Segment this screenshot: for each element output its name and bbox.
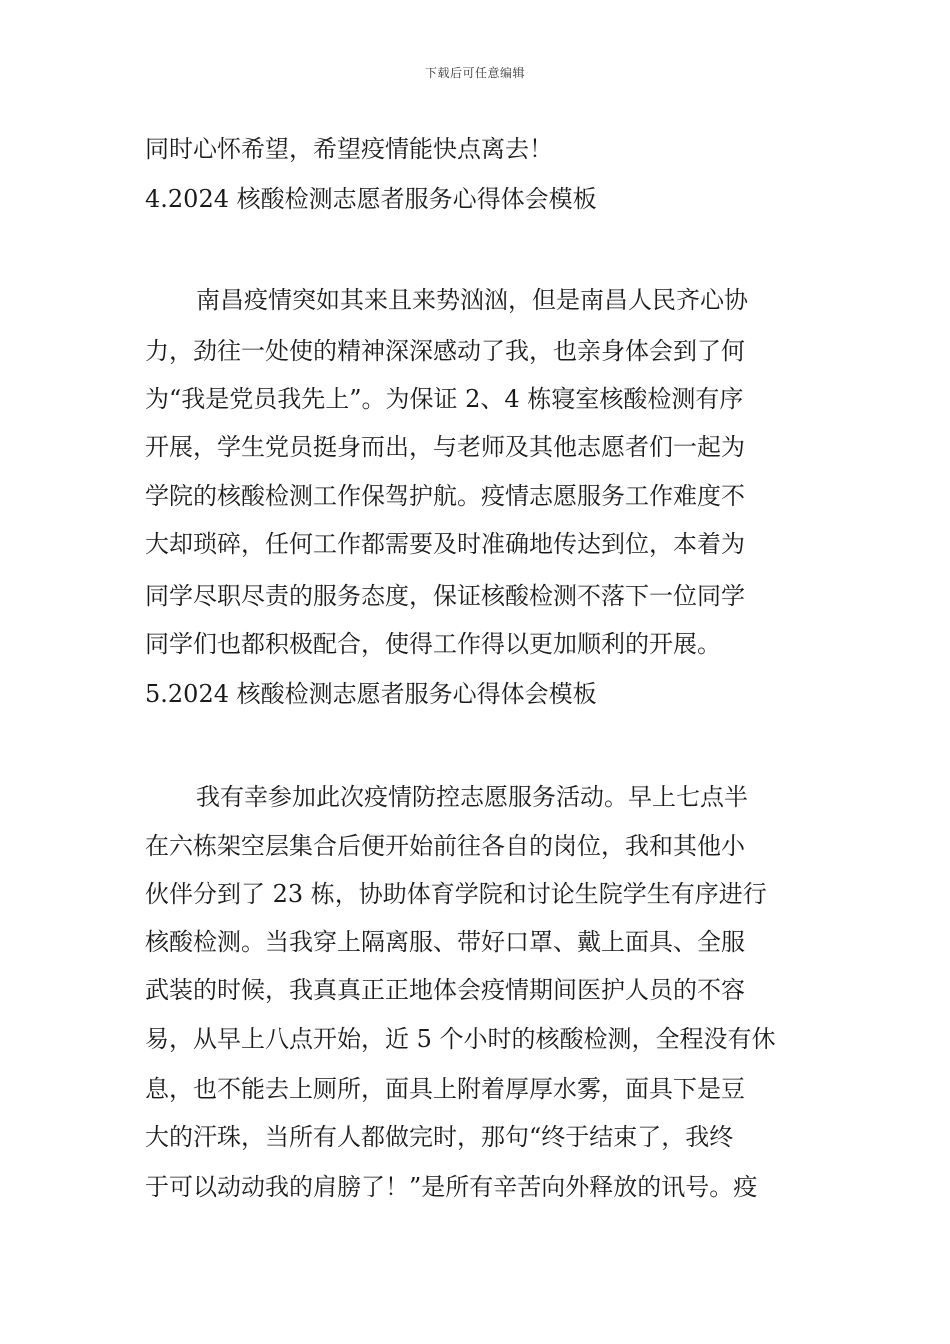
section-title-5: 5.2024 核酸检测志愿者服务心得体会模板: [145, 680, 597, 708]
paragraph-line: 武装的时候，我真真正正地体会疫情期间医护人员的不容: [145, 976, 745, 1004]
paragraph-line: 开展，学生党员挺身而出，与老师及其他志愿者们一起为: [145, 433, 745, 461]
paragraph-line: 我有幸参加此次疫情防控志愿服务活动。早上七点半: [196, 783, 748, 811]
paragraph-line: 于可以动动我的肩膀了！”是所有辛苦向外释放的讯号。疫: [145, 1173, 758, 1201]
paragraph-line: 同学尽职尽责的服务态度，保证核酸检测不落下一位同学: [145, 582, 745, 610]
section-title-4: 4.2024 核酸检测志愿者服务心得体会模板: [145, 185, 597, 213]
paragraph-line: 大的汗珠，当所有人都做完时，那句“终于结束了，我终: [145, 1123, 734, 1151]
page-header: 下载后可任意编辑: [424, 66, 525, 80]
paragraph-line: 同学们也都积极配合，使得工作得以更加顺利的开展。: [145, 630, 721, 658]
paragraph-line: 学院的核酸检测工作保驾护航。疫情志愿服务工作难度不: [145, 482, 745, 510]
paragraph-line: 息，也不能去上厕所，面具上附着厚厚水雾，面具下是豆: [145, 1075, 745, 1103]
paragraph-line: 易，从早上八点开始，近 5 个小时的核酸检测，全程没有休: [145, 1025, 776, 1053]
paragraph-line: 大却琐碎，任何工作都需要及时准确地传达到位，本着为: [145, 530, 745, 558]
paragraph-line: 核酸检测。当我穿上隔离服、带好口罩、戴上面具、全服: [145, 928, 745, 956]
paragraph-line: 南昌疫情突如其来且来势汹汹，但是南昌人民齐心协: [196, 286, 748, 314]
paragraph-line: 在六栋架空层集合后便开始前往各自的岗位，我和其他小: [145, 832, 745, 860]
paragraph-line: 同时心怀希望，希望疫情能快点离去！: [145, 135, 553, 163]
paragraph-line: 伙伴分到了 23 栋，协助体育学院和讨论生院学生有序进行: [145, 880, 767, 908]
paragraph-line: 力，劲往一处使的精神深深感动了我，也亲身体会到了何: [145, 337, 745, 365]
paragraph-line: 为“我是党员我先上”。为保证 2、4 栋寝室核酸检测有序: [145, 385, 744, 413]
